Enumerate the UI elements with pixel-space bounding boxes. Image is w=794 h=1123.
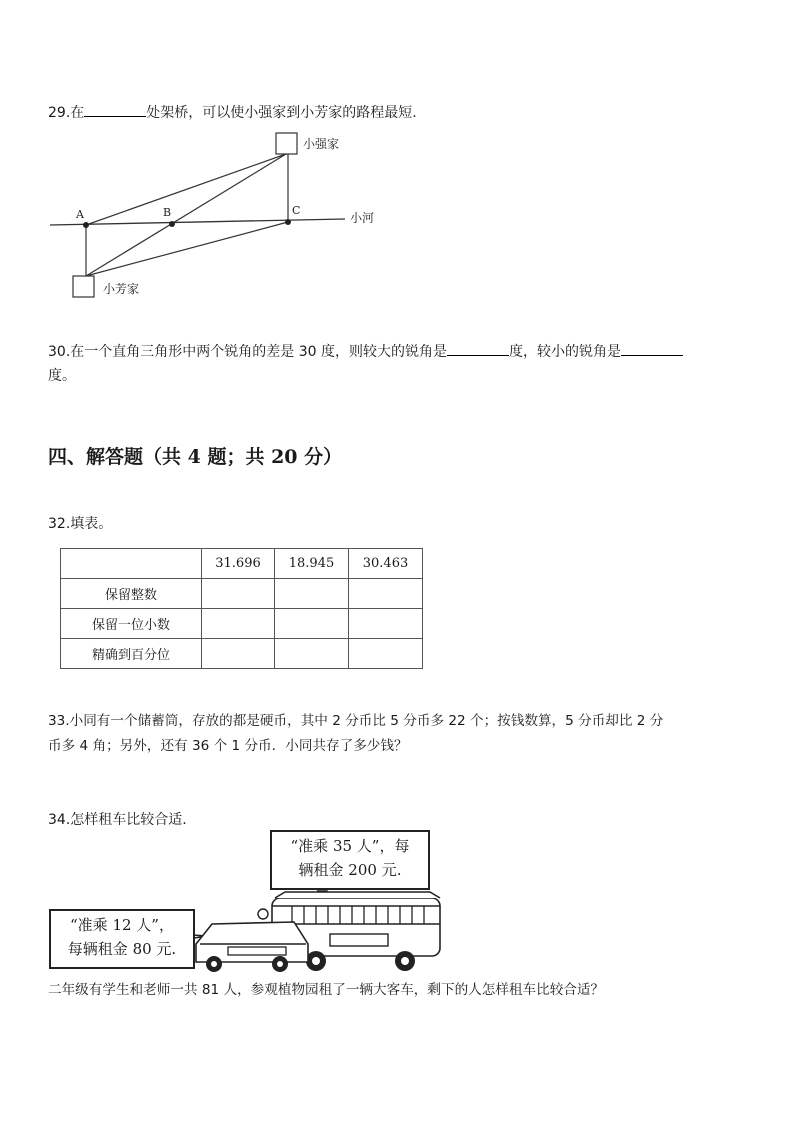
q29-after: 处架桥，可以使小强家到小芳家的路程最短. xyxy=(146,105,417,121)
label-xiaofang: 小芳家 xyxy=(103,282,140,296)
table-header-cell: 18.945 xyxy=(275,549,349,579)
bubble-line: 辆租金 200 元. xyxy=(298,861,402,879)
q30-part1: 30.在一个直角三角形中两个锐角的差是 30 度，则较大的锐角是 xyxy=(48,344,447,360)
label-xiaoqiang: 小强家 xyxy=(303,137,340,151)
large-bus-bubble xyxy=(270,830,430,890)
q29-before: 29.在 xyxy=(48,105,85,121)
q30-part2: 度，较小的锐角是 xyxy=(508,344,621,360)
q34-question: 二年级有学生和老师一共 81 人，参观植物园租了一辆大客车，剩下的人怎样租车比较合适？ xyxy=(48,982,605,998)
row-label: 精确到百分位 xyxy=(61,639,202,669)
q32-title: 32.填表。 xyxy=(48,516,113,532)
section-title: 四、解答题（共 4 题；共 20 分） xyxy=(48,446,343,468)
bubble-line: 每辆租金 80 元. xyxy=(67,940,177,958)
bubble-line: “准乘 12 人”， xyxy=(70,916,174,934)
table-header-cell: 31.696 xyxy=(202,549,275,579)
small-van xyxy=(196,922,308,962)
label-a: A xyxy=(76,208,84,221)
small-van-bubble xyxy=(49,909,195,969)
label-river: 小河 xyxy=(350,211,375,225)
table-header-cell: 30.463 xyxy=(349,549,423,579)
row-label: 保留整数 xyxy=(61,579,202,609)
q30-line2: 度。 xyxy=(48,368,76,384)
bubble-line: “准乘 35 人”，每 xyxy=(290,837,410,855)
row-label: 保留一位小数 xyxy=(61,609,202,639)
label-c: C xyxy=(292,204,301,217)
label-b: B xyxy=(163,206,172,219)
q34-title: 34.怎样租车比较合适. xyxy=(48,812,187,828)
q33-line2: 币多 4 角；另外，还有 36 个 1 分币．小同共存了多少钱？ xyxy=(48,738,408,754)
q33-line1: 33.小同有一个储蓄筒，存放的都是硬币，其中 2 分币比 5 分币多 22 个；按钱数算，5 分币却比 2 分 xyxy=(48,713,664,729)
